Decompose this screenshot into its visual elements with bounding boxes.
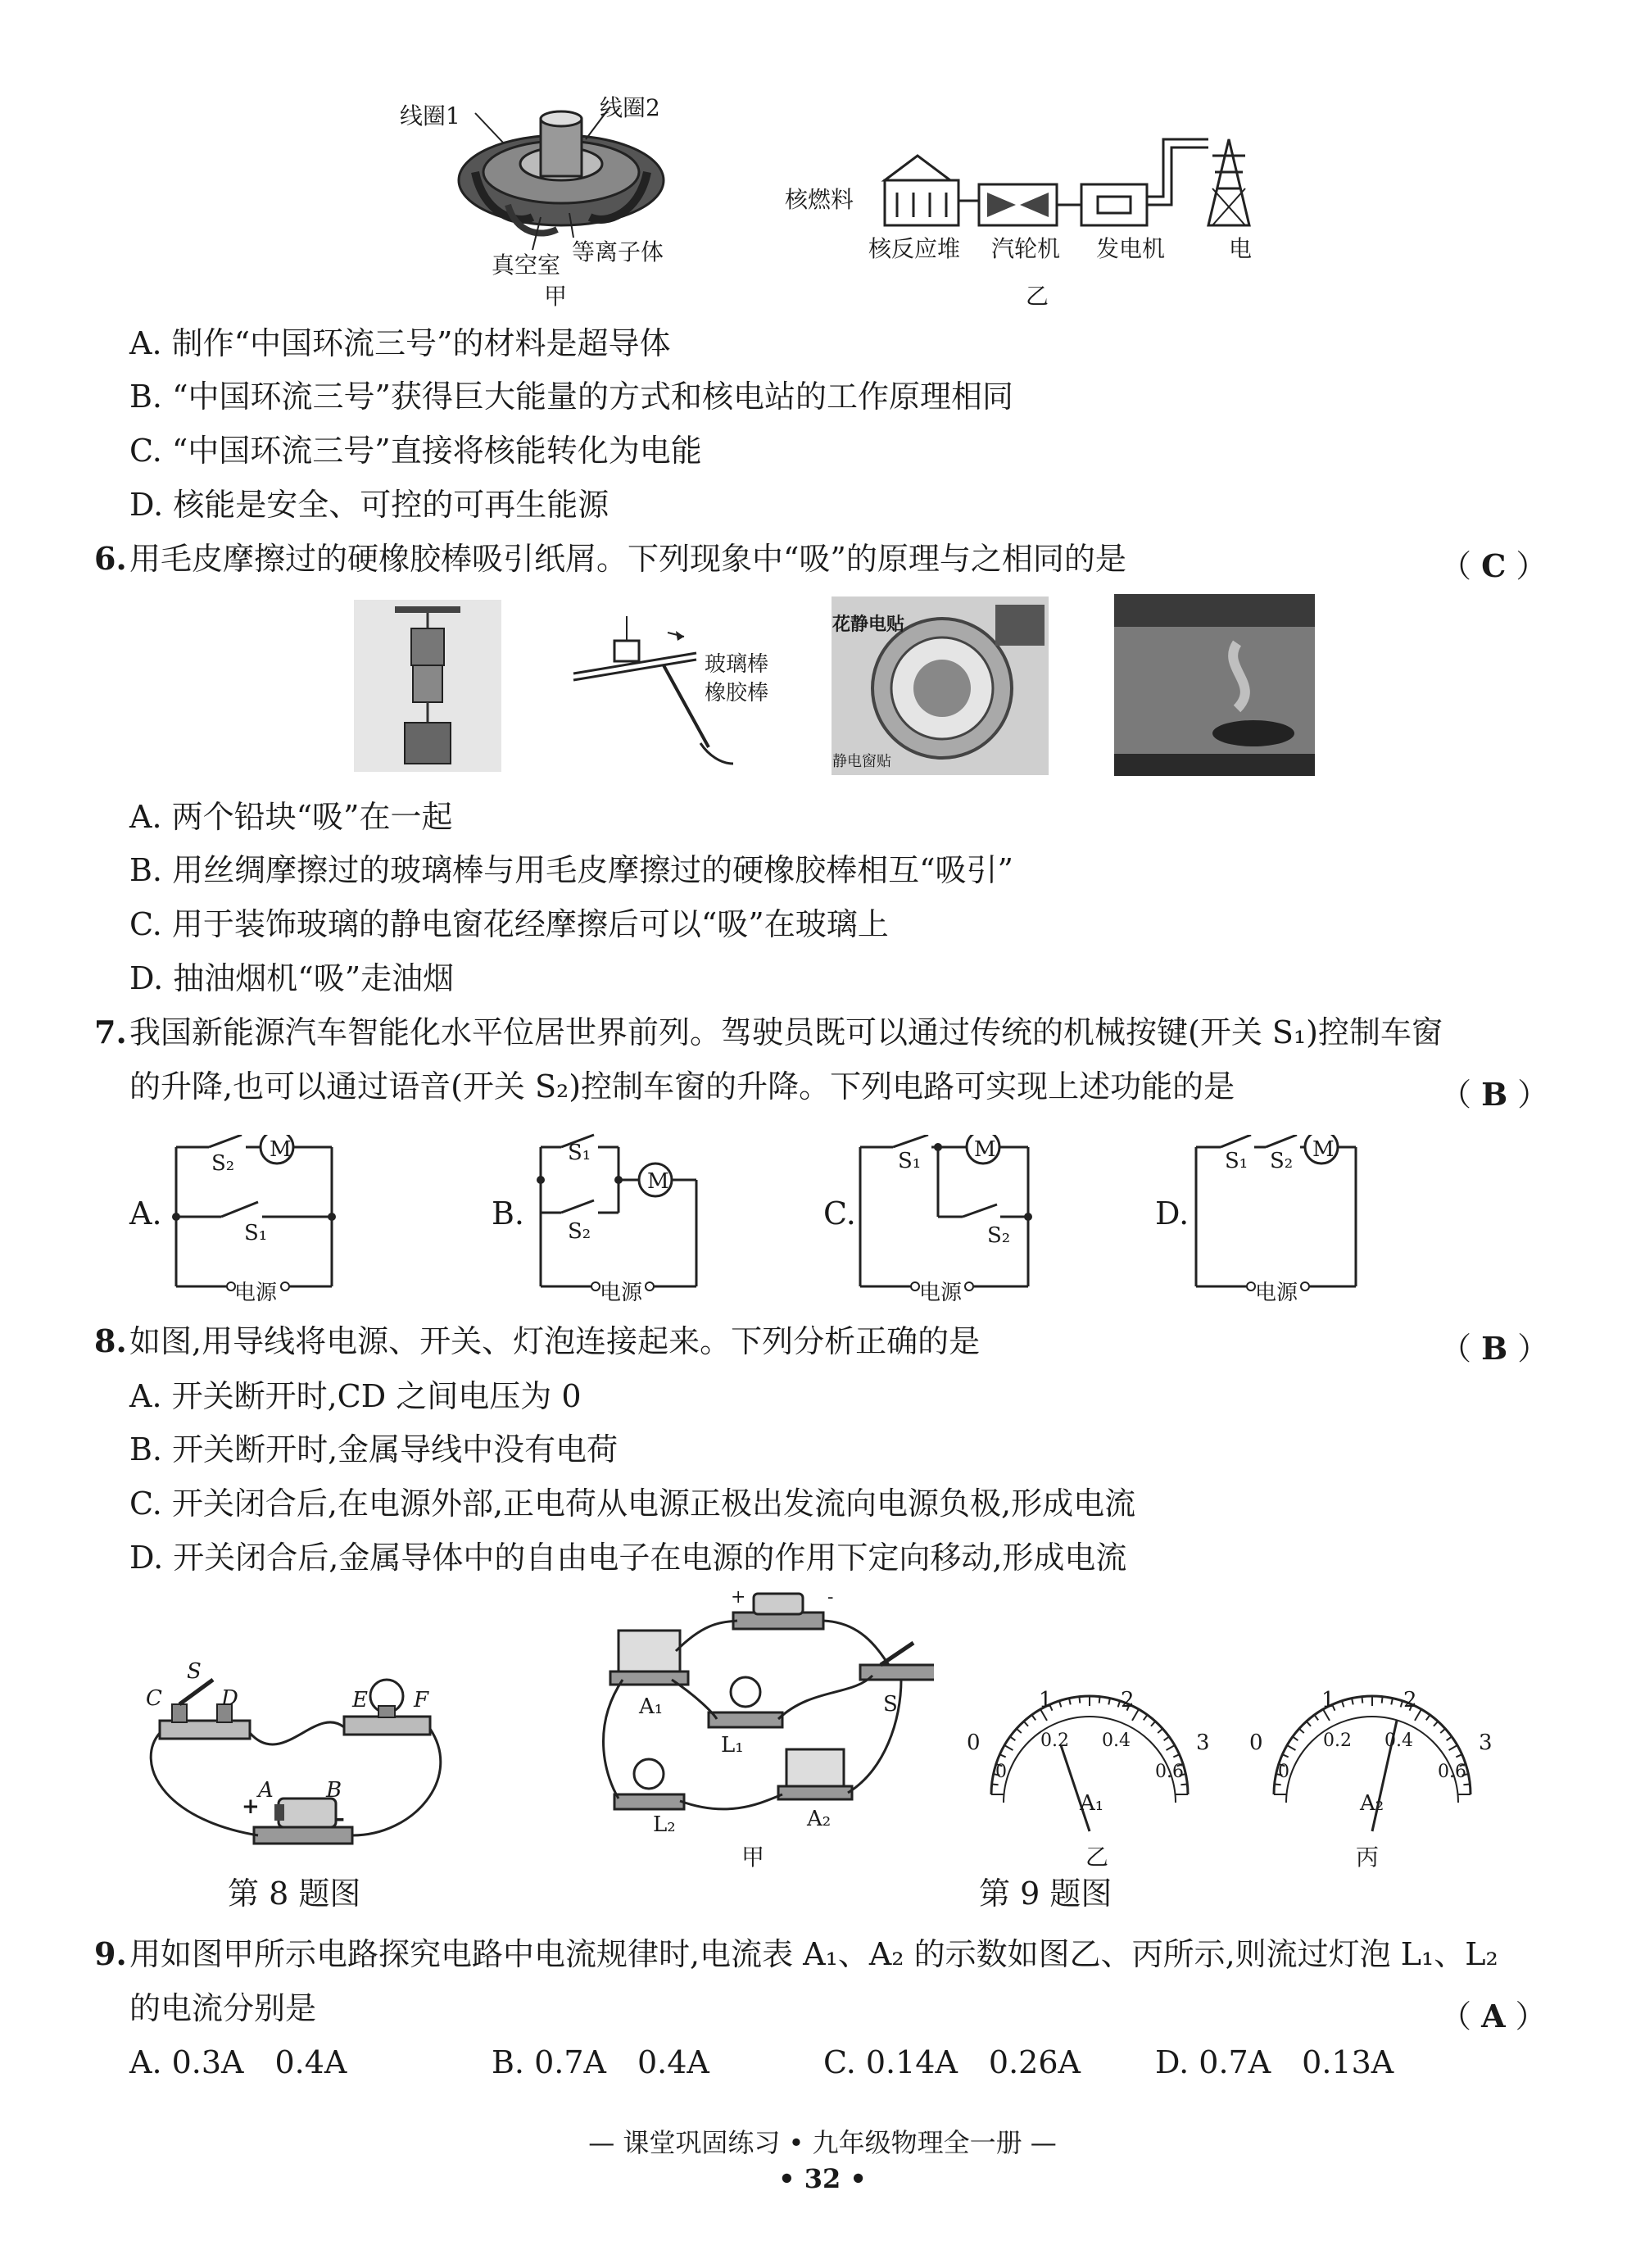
meter-tick: [1031, 1715, 1035, 1720]
q9-answer-letter: A: [1481, 1998, 1506, 2034]
meter-tick: [1426, 1715, 1430, 1720]
q6-image-range-hood: [1114, 594, 1315, 776]
q6-number: 6.: [94, 540, 127, 577]
q6-answer-letter: C: [1481, 547, 1507, 584]
meter-tick: [999, 1754, 1005, 1757]
q8-label-plus: +: [242, 1794, 260, 1819]
q8-label-f: F: [414, 1688, 429, 1712]
circuit-d-motor: M: [1312, 1137, 1335, 1162]
meter-tick: [1079, 1697, 1080, 1703]
q9-fig-caption: 第 9 题图: [979, 1876, 1113, 1912]
q8-fig-caption: 第 8 题图: [228, 1876, 361, 1912]
meter-tick: [1004, 1745, 1013, 1750]
circuit-c-s1: S₁: [898, 1149, 922, 1173]
label-vacuum: 真空室: [492, 252, 561, 279]
q8-label-d: D: [221, 1686, 238, 1711]
q7-number: 7.: [94, 1014, 127, 1050]
ammeter-bing-low-02: 0.2: [1323, 1730, 1352, 1751]
ammeter-yi-scale-3: 3: [1196, 1730, 1210, 1755]
q8-option-c: C. 开关闭合后,在电源外部,正电荷从电源正极出发流向电源负极,形成电流: [129, 1486, 1136, 1522]
circuit-b-s2: S₂: [568, 1219, 591, 1244]
q7-answer-letter: B: [1481, 1076, 1508, 1113]
q9-caption-bing: 丙: [1356, 1844, 1380, 1871]
circuit-c-motor: M: [974, 1137, 996, 1162]
q9-jia-a2: A₂: [807, 1807, 832, 1831]
meter-tick: [1382, 1697, 1383, 1703]
meter-tick: [1181, 1784, 1187, 1785]
footer-title: — 课堂巩固练习 • 九年级物理全一册 —: [588, 2127, 1057, 2158]
circuit-a-s2: S₂: [211, 1151, 235, 1176]
meter-tick: [1401, 1701, 1403, 1708]
figure-yi-nuclear-plant: [881, 135, 1290, 234]
sticker-title: 花静电贴: [832, 614, 905, 635]
meter-tick: [1299, 1729, 1304, 1733]
meter-tick: [1010, 1736, 1015, 1740]
meter-tick: [1434, 1721, 1438, 1726]
meter-tick: [1158, 1729, 1162, 1733]
meter-tick: [1456, 1754, 1461, 1757]
q9-jia-plus: +: [731, 1587, 746, 1608]
circuit-b-source: 电源: [600, 1281, 643, 1305]
ammeter-yi-low-02: 0.2: [1040, 1730, 1069, 1751]
meter-tick: [1447, 1736, 1452, 1740]
q7-stem-line1: 我国新能源汽车智能化水平位居世界前列。驾驶员既可以通过传统的机械按键(开关 S₁)控制车窗: [129, 1014, 1443, 1050]
circuit-b-motor: M: [647, 1169, 669, 1194]
ammeter-yi-name: A₁: [1080, 1791, 1104, 1816]
meter-tick: [1275, 1784, 1281, 1785]
meter-tick: [1167, 1745, 1175, 1750]
label-generator: 发电机: [1096, 235, 1166, 262]
q8-label-c: C: [146, 1686, 162, 1711]
meter-tick: [1307, 1721, 1311, 1726]
circuit-c-letter: C.: [823, 1195, 856, 1232]
circuit-b-s1: S₁: [568, 1141, 591, 1165]
q8-number: 8.: [94, 1322, 127, 1359]
ammeter-bing-scale-0: 0: [1249, 1730, 1263, 1755]
circuit-a-s1: S₁: [244, 1221, 268, 1245]
label-rubber-rod: 橡胶棒: [705, 681, 769, 705]
ammeter-bing-name: A₂: [1360, 1791, 1384, 1816]
circuit-a: [168, 1135, 348, 1299]
q9-answer: （ A ）: [1440, 1998, 1547, 2034]
ammeter-yi-low-0: 0: [995, 1762, 1007, 1782]
q8-label-a: A: [258, 1778, 274, 1803]
meter-tick: [1282, 1754, 1288, 1757]
meter-tick: [1314, 1715, 1318, 1720]
meter-tick: [1151, 1721, 1155, 1726]
meter-tick: [1440, 1729, 1445, 1733]
meter-tick: [1463, 1784, 1470, 1785]
q9-stem-line2: 的电流分别是: [129, 1990, 317, 2026]
meter-tick: [1017, 1729, 1022, 1733]
meter-tick: [1099, 1697, 1100, 1703]
q5-option-c: C. “中国环流三号”直接将核能转化为电能: [129, 433, 702, 469]
circuit-b-letter: B.: [492, 1195, 525, 1232]
figure-q8-circuit: [135, 1655, 463, 1868]
meter-tick: [1118, 1701, 1120, 1708]
q5-option-d: D. 核能是安全、可控的可再生能源: [129, 487, 610, 523]
circuit-c-source: 电源: [919, 1281, 963, 1305]
caption-yi: 乙: [1026, 283, 1049, 310]
q8-option-b: B. 开关断开时,金属导线中没有电荷: [129, 1431, 619, 1467]
q8-answer-letter: B: [1481, 1330, 1508, 1367]
circuit-d-source: 电源: [1255, 1281, 1298, 1305]
meter-tick: [1342, 1701, 1344, 1708]
q6-option-a: A. 两个铅块“吸”在一起: [129, 799, 453, 835]
caption-jia: 甲: [544, 283, 568, 310]
label-coil2: 线圈2: [600, 94, 660, 121]
meter-tick: [992, 1784, 999, 1785]
q7-stem-line2: 的升降,也可以通过语音(开关 S₂)控制车窗的升降。下列电路可实现上述功能的是: [129, 1068, 1235, 1105]
q9-number: 9.: [94, 1935, 127, 1972]
meter-tick: [1059, 1701, 1061, 1708]
meter-tick: [1293, 1736, 1298, 1740]
q6-stem: 用毛皮摩擦过的硬橡胶棒吸引纸屑。下列现象中“吸”的原理与之相同的是: [129, 541, 1126, 577]
label-fuel: 核燃料: [785, 186, 854, 213]
meter-tick: [1449, 1745, 1457, 1750]
meter-tick: [1164, 1736, 1169, 1740]
q6-option-c: C. 用于装饰玻璃的静电窗花经摩擦后可以“吸”在玻璃上: [129, 906, 889, 942]
ammeter-yi-low-06: 0.6: [1155, 1762, 1184, 1782]
q9-option-c: C. 0.14A 0.26A: [823, 2044, 1081, 2080]
circuit-a-letter: A.: [129, 1195, 162, 1232]
page-number: • 32 •: [778, 2163, 867, 2194]
q9-jia-l2: L₂: [653, 1812, 676, 1837]
circuit-d-s1: S₁: [1225, 1149, 1248, 1173]
q9-jia-s: S: [883, 1692, 898, 1717]
meter-tick: [1287, 1745, 1295, 1750]
ammeter-bing-low-06: 0.6: [1438, 1762, 1466, 1782]
q6-answer: （ C ）: [1440, 547, 1548, 584]
q9-option-b: B. 0.7A 0.4A: [492, 2044, 709, 2080]
q8-stem: 如图,用导线将电源、开关、灯泡连接起来。下列分析正确的是: [129, 1323, 981, 1359]
q9-caption-jia: 甲: [741, 1844, 765, 1871]
circuit-a-motor: M: [270, 1137, 292, 1162]
q9-caption-yi: 乙: [1085, 1844, 1109, 1871]
ammeter-bing-scale-3: 3: [1479, 1730, 1493, 1755]
meter-tick: [1024, 1721, 1028, 1726]
q6-image-lead-blocks: [354, 600, 501, 772]
ammeter-bing-low-04: 0.4: [1384, 1730, 1413, 1751]
q6-option-d: D. 抽油烟机“吸”走油烟: [129, 960, 455, 996]
label-plasma: 等离子体: [572, 238, 664, 265]
q8-option-a: A. 开关断开时,CD 之间电压为 0: [129, 1378, 582, 1414]
ammeter-bing-scale-1: 1: [1321, 1688, 1335, 1712]
q8-label-b: B: [326, 1778, 342, 1803]
circuit-c: [856, 1135, 1036, 1299]
sticker-footer: 静电窗贴: [832, 753, 891, 770]
circuit-d-s2: S₂: [1270, 1149, 1294, 1173]
label-glass-rod: 玻璃棒: [705, 652, 769, 677]
circuit-a-source: 电源: [234, 1281, 278, 1305]
q8-label-minus: -: [336, 1807, 345, 1831]
meter-tick: [1173, 1754, 1179, 1757]
q5-option-b: B. “中国环流三号”获得巨大能量的方式和核电站的工作原理相同: [129, 379, 1013, 415]
circuit-b: [524, 1131, 705, 1299]
label-reactor: 核反应堆: [868, 235, 961, 262]
ammeter-yi-scale-2: 2: [1121, 1688, 1135, 1712]
label-turbine: 汽轮机: [991, 235, 1061, 262]
q9-jia-a1: A₁: [639, 1694, 664, 1719]
q9-jia-minus: -: [827, 1587, 834, 1608]
q5-option-a: A. 制作“中国环流三号”的材料是超导体: [129, 325, 671, 361]
ammeter-yi-low-04: 0.4: [1102, 1730, 1131, 1751]
meter-tick: [1144, 1715, 1148, 1720]
circuit-c-s2: S₂: [987, 1223, 1011, 1248]
q6-option-b: B. 用丝绸摩擦过的玻璃棒与用毛皮摩擦过的硬橡胶棒相互“吸引”: [129, 852, 1013, 888]
label-grid: 电: [1229, 235, 1253, 262]
q8-option-d: D. 开关闭合后,金属导体中的自由电子在电源的作用下定向移动,形成电流: [129, 1540, 1127, 1576]
q8-label-e: E: [352, 1688, 368, 1712]
ammeter-yi-scale-0: 0: [967, 1730, 981, 1755]
q8-answer: （ B ）: [1440, 1330, 1549, 1367]
q8-label-s: S: [187, 1659, 202, 1684]
q9-jia-l1: L₁: [721, 1733, 744, 1758]
ammeter-bing-low-0: 0: [1278, 1762, 1289, 1782]
ammeter-bing-scale-2: 2: [1403, 1688, 1417, 1712]
q9-option-d: D. 0.7A 0.13A: [1155, 2044, 1394, 2080]
q7-answer: （ B ）: [1440, 1076, 1549, 1113]
label-coil1: 线圈1: [400, 102, 460, 129]
ammeter-yi-scale-1: 1: [1039, 1688, 1053, 1712]
circuit-d-letter: D.: [1155, 1195, 1190, 1232]
q9-option-a: A. 0.3A 0.4A: [129, 2044, 347, 2080]
q9-stem-line1: 用如图甲所示电路探究电路中电流规律时,电流表 A₁、A₂ 的示数如图乙、丙所示,则流过灯泡 L₁、L₂: [129, 1936, 1498, 1972]
